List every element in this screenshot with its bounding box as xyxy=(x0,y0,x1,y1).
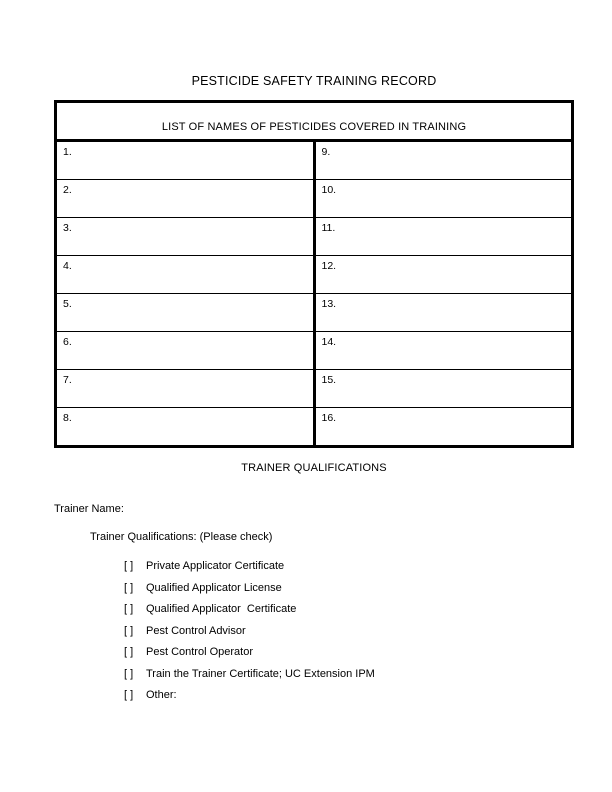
checkbox-icon[interactable]: [ ] xyxy=(124,689,134,701)
pesticide-cell-7[interactable]: 7. xyxy=(56,370,315,408)
checkbox-icon[interactable]: [ ] xyxy=(124,667,134,680)
table-row xyxy=(56,141,573,180)
pesticide-cell-16[interactable]: 16. xyxy=(314,408,573,447)
trainer-name-label[interactable]: Trainer Name: xyxy=(54,503,124,515)
qualifications-prompt-label: Trainer Qualifications: (Please check) xyxy=(90,531,273,543)
list-item[interactable] xyxy=(124,689,564,711)
list-item[interactable] xyxy=(124,668,564,690)
pesticide-cell-5[interactable]: 5. xyxy=(56,294,315,332)
pesticide-list-table xyxy=(54,100,574,448)
pesticide-cell-11[interactable]: 11. xyxy=(314,218,573,256)
trainer-qualifications-heading: TRAINER QUALIFICATIONS xyxy=(241,462,387,474)
pesticide-cell-1[interactable]: 1. xyxy=(56,141,315,180)
table-row xyxy=(56,370,573,408)
pesticide-cell-3[interactable]: 3. xyxy=(56,218,315,256)
list-item[interactable] xyxy=(124,582,564,604)
list-item[interactable] xyxy=(124,603,564,625)
checkbox-icon[interactable]: [ ] xyxy=(124,646,134,658)
table-header-row xyxy=(56,102,573,141)
table-row xyxy=(56,294,573,332)
checkbox-icon[interactable]: [ ] xyxy=(124,581,134,594)
pesticide-cell-12[interactable]: 12. xyxy=(314,256,573,294)
checkbox-label-other[interactable]: Other: xyxy=(146,689,177,701)
pesticide-cell-4[interactable]: 4. xyxy=(56,256,315,294)
pesticide-cell-14[interactable]: 14. xyxy=(314,332,573,370)
list-item[interactable] xyxy=(124,560,564,582)
checkbox-label-qualified-applicator-license: Qualified Applicator License xyxy=(146,581,282,594)
page-title: PESTICIDE SAFETY TRAINING RECORD xyxy=(191,74,437,88)
pesticide-cell-8[interactable]: 8. xyxy=(56,408,315,447)
list-item[interactable] xyxy=(124,625,564,647)
table-row xyxy=(56,256,573,294)
checkbox-label-train-the-trainer-certificate: Train the Trainer Certificate; UC Extension IPM xyxy=(146,667,375,680)
pesticide-cell-10[interactable]: 10. xyxy=(314,180,573,218)
checkbox-label-private-applicator-certificate: Private Applicator Certificate xyxy=(146,560,285,572)
checkbox-label-pest-control-advisor: Pest Control Advisor xyxy=(146,624,246,637)
table-header-label: LIST OF NAMES OF PESTICIDES COVERED IN TRAINING xyxy=(56,102,573,141)
pesticide-cell-15[interactable]: 15. xyxy=(314,370,573,408)
checkbox-label-pest-control-operator: Pest Control Operator xyxy=(146,646,253,658)
table-row xyxy=(56,218,573,256)
checkbox-icon[interactable]: [ ] xyxy=(124,624,134,637)
pesticide-cell-6[interactable]: 6. xyxy=(56,332,315,370)
list-item[interactable] xyxy=(124,646,564,668)
checkbox-icon[interactable]: [ ] xyxy=(124,560,134,572)
table-row xyxy=(56,408,573,447)
pesticide-cell-13[interactable]: 13. xyxy=(314,294,573,332)
checkbox-label-qualified-applicator-certificate: Qualified Applicator Certificate xyxy=(146,603,297,615)
table-row xyxy=(56,332,573,370)
qualifications-checkbox-list xyxy=(124,560,564,711)
pesticide-cell-9[interactable]: 9. xyxy=(314,141,573,180)
pesticide-cell-2[interactable]: 2. xyxy=(56,180,315,218)
checkbox-icon[interactable]: [ ] xyxy=(124,603,134,615)
table-row xyxy=(56,180,573,218)
